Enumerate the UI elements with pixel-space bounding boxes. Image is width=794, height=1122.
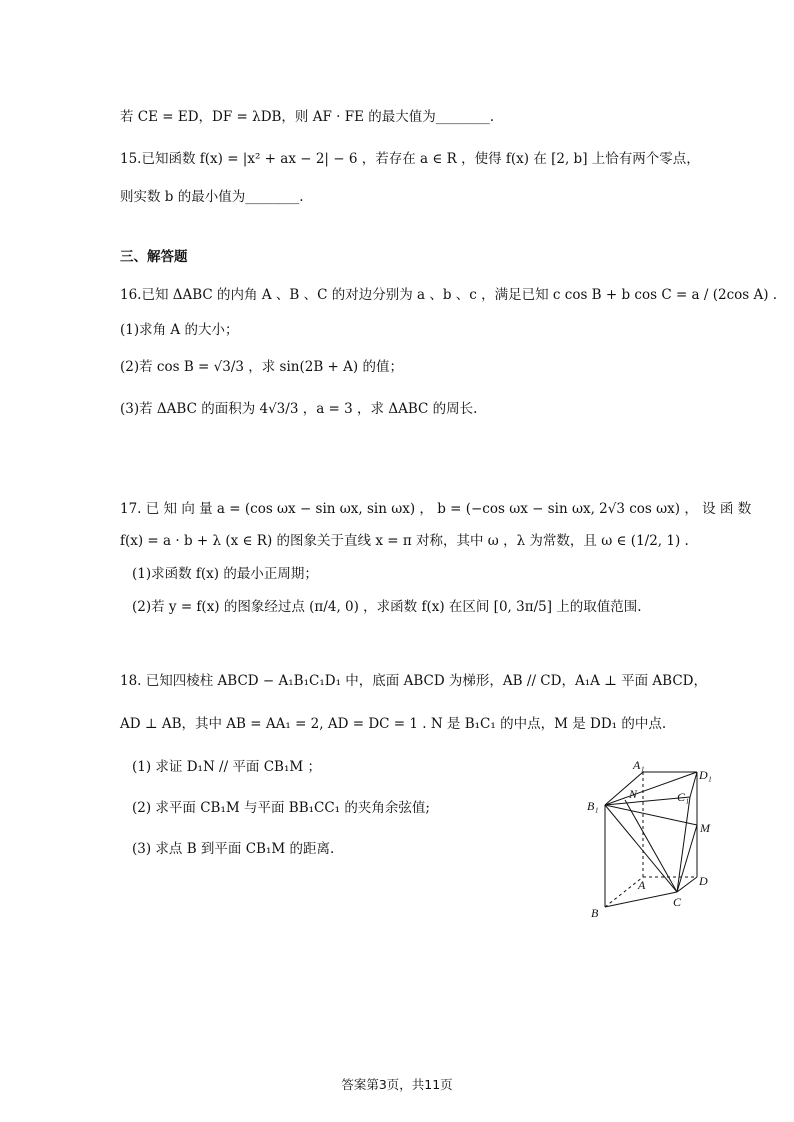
q18-part1: (1) 求证 D₁N // 平面 CB₁M ； [132, 759, 321, 775]
vertex-label-D: D [699, 874, 708, 888]
q17-line2: f(x) = a · b + λ (x ∈ R) 的图象关于直线 x = π 对称，其中 ω ，λ 为常数，且 ω ∈ (1/2, 1) . [120, 533, 689, 549]
vertex-label-B1: B₁ [587, 799, 599, 813]
q17-line1: 17. 已 知 向 量 a = (cos ωx − sin ωx, sin ωx) ， b = (−cos ωx − sin ωx, 2√3 cos ωx) ， 设 函 数 [120, 501, 752, 517]
vertex-label-N: N [629, 787, 638, 801]
q16-part3: (3)若 ΔABC 的面积为 4√3/3 ，a = 3 ，求 ΔABC 的周长. [120, 401, 478, 417]
q15-line2: 则实数 b 的最小值为________. [120, 189, 304, 205]
vertex-label-C1: C₁ [677, 790, 690, 804]
page-footer: 答案第3页，共11页 [341, 1077, 453, 1092]
section-heading: 三、解答题 [120, 249, 188, 265]
q17-part2: (2)若 y = f(x) 的图象经过点 (π/4, 0) ，求函数 f(x) 在区间 [0, 3π/5] 上的取值范围. [132, 599, 642, 615]
q14-continuation: 若 CE = ED，DF = λDB，则 AF · FE 的最大值为________. [120, 109, 495, 125]
q18-part2: (2) 求平面 CB₁M 与平面 BB₁CC₁ 的夹角余弦值; [132, 800, 430, 816]
q17-part1: (1)求函数 f(x) 的最小正周期； [132, 566, 318, 582]
vertex-label-A: A [638, 878, 646, 892]
q18-line1: 18. 已知四棱柱 ABCD − A₁B₁C₁D₁ 中，底面 ABCD 为梯形，AB // CD，A₁A ⊥ 平面 ABCD， [120, 673, 707, 689]
vertex-label-C: C [673, 895, 682, 909]
q16-part1: (1)求角 A 的大小； [120, 322, 239, 338]
q18-part3: (3) 求点 B 到平面 CB₁M 的距离. [132, 841, 335, 857]
vertex-label-D1: D₁ [699, 768, 712, 782]
q15-line1: 15.已知函数 f(x) = |x² + ax − 2| − 6 ，若存在 a ∈ R ，使得 f(x) 在 [2, b] 上恰有两个零点， [120, 151, 700, 167]
prism-figure [585, 757, 725, 922]
q16-part2: (2)若 cos B = √3/3 ，求 sin(2B + A) 的值； [120, 359, 403, 375]
vertex-label-A1: A₁ [633, 758, 645, 772]
vertex-label-B: B [591, 906, 599, 920]
q18-line2: AD ⊥ AB，其中 AB = AA₁ = 2, AD = DC = 1 . N 是 B₁C₁ 的中点，M 是 DD₁ 的中点. [120, 716, 667, 732]
vertex-label-M: M [700, 821, 710, 835]
q16-stem: 16.已知 ΔABC 的内角 A 、B 、C 的对边分别为 a 、b 、c ，满足已知 c cos B + b cos C = a / (2cos A) . [120, 287, 778, 303]
